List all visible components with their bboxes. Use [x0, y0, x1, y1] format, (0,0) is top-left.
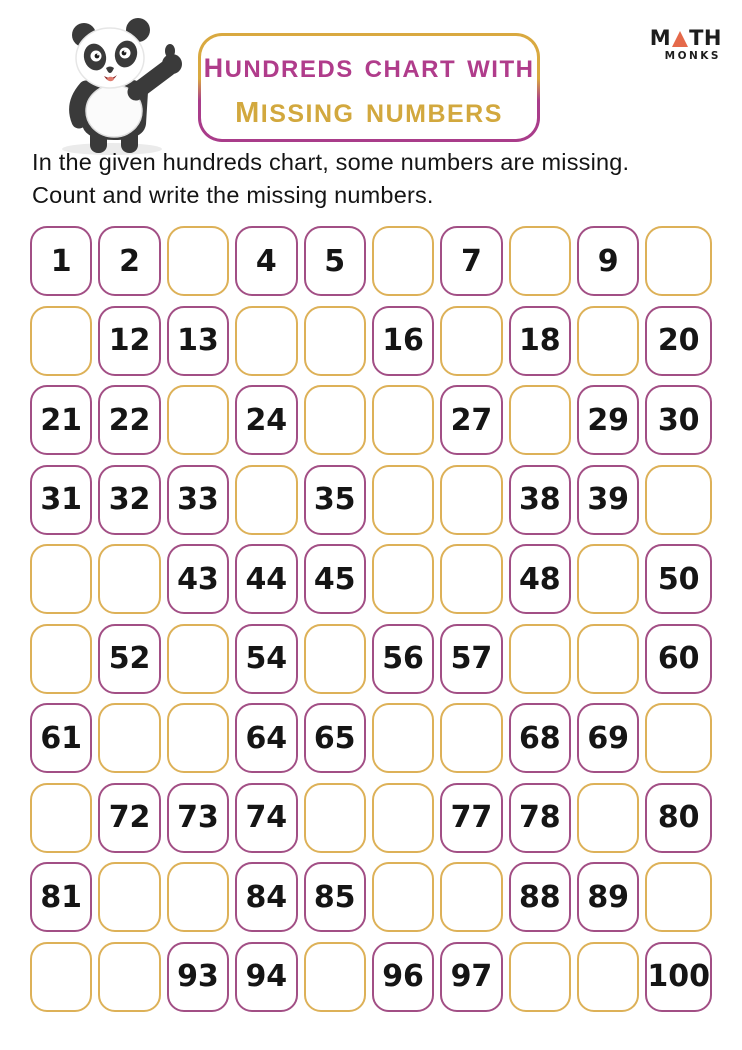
grid-cell-blank[interactable] — [372, 703, 434, 773]
instructions-text — [32, 146, 727, 211]
grid-cell-blank[interactable] — [304, 624, 366, 694]
grid-cell-blank[interactable] — [30, 942, 92, 1012]
grid-cell-filled: 96 — [372, 942, 434, 1012]
grid-cell-blank[interactable] — [372, 862, 434, 932]
grid-cell-filled: 2 — [98, 226, 160, 296]
grid-cell-blank[interactable] — [577, 624, 639, 694]
panda-icon — [38, 18, 190, 156]
grid-cell-blank[interactable] — [440, 544, 502, 614]
grid-cell-filled: 72 — [98, 783, 160, 853]
title-line-2: missing numbers — [235, 85, 503, 132]
grid-cell-filled: 60 — [645, 624, 712, 694]
grid-cell-filled: 77 — [440, 783, 502, 853]
grid-cell-filled: 13 — [167, 306, 229, 376]
grid-cell-filled: 85 — [304, 862, 366, 932]
grid-cell-blank[interactable] — [167, 385, 229, 455]
grid-cell-blank[interactable] — [30, 544, 92, 614]
grid-cell-blank[interactable] — [98, 703, 160, 773]
grid-cell-filled: 45 — [304, 544, 366, 614]
grid-cell-filled: 22 — [98, 385, 160, 455]
logo-letter-m: M — [649, 26, 672, 50]
grid-cell-blank[interactable] — [577, 306, 639, 376]
title-box-inner — [201, 36, 537, 139]
grid-cell-filled: 97 — [440, 942, 502, 1012]
title-box — [198, 33, 540, 142]
grid-cell-filled: 65 — [304, 703, 366, 773]
grid-cell-blank[interactable] — [98, 942, 160, 1012]
grid-cell-filled: 12 — [98, 306, 160, 376]
grid-cell-filled: 30 — [645, 385, 712, 455]
grid-cell-blank[interactable] — [304, 783, 366, 853]
grid-cell-filled: 100 — [645, 942, 712, 1012]
grid-cell-blank[interactable] — [30, 306, 92, 376]
logo-subtext: MONKS — [664, 50, 721, 62]
grid-cell-filled: 61 — [30, 703, 92, 773]
grid-cell-filled: 80 — [645, 783, 712, 853]
grid-cell-blank[interactable] — [372, 783, 434, 853]
grid-cell-filled: 31 — [30, 465, 92, 535]
grid-cell-blank[interactable] — [167, 703, 229, 773]
grid-cell-filled: 84 — [235, 862, 297, 932]
grid-cell-filled: 93 — [167, 942, 229, 1012]
grid-cell-filled: 29 — [577, 385, 639, 455]
grid-cell-blank[interactable] — [167, 624, 229, 694]
grid-cell-blank[interactable] — [509, 226, 571, 296]
grid-cell-filled: 21 — [30, 385, 92, 455]
grid-cell-filled: 35 — [304, 465, 366, 535]
grid-cell-blank[interactable] — [235, 306, 297, 376]
grid-cell-filled: 9 — [577, 226, 639, 296]
grid-cell-blank[interactable] — [645, 226, 712, 296]
grid-cell-filled: 48 — [509, 544, 571, 614]
grid-cell-blank[interactable] — [167, 862, 229, 932]
grid-cell-filled: 78 — [509, 783, 571, 853]
grid-cell-filled: 64 — [235, 703, 297, 773]
panda-mascot-illustration — [38, 18, 190, 156]
grid-cell-blank[interactable] — [372, 385, 434, 455]
logo-wordmark — [650, 26, 722, 50]
grid-cell-filled: 5 — [304, 226, 366, 296]
grid-cell-filled: 32 — [98, 465, 160, 535]
grid-cell-blank[interactable] — [167, 226, 229, 296]
grid-cell-filled: 24 — [235, 385, 297, 455]
grid-cell-filled: 68 — [509, 703, 571, 773]
grid-cell-blank[interactable] — [509, 942, 571, 1012]
grid-cell-blank[interactable] — [577, 783, 639, 853]
grid-cell-blank[interactable] — [440, 862, 502, 932]
math-monks-logo — [649, 26, 722, 62]
logo-letters-th: TH — [689, 26, 722, 50]
grid-cell-blank[interactable] — [98, 862, 160, 932]
grid-cell-filled: 4 — [235, 226, 297, 296]
grid-cell-blank[interactable] — [235, 465, 297, 535]
hundreds-grid — [30, 226, 712, 1012]
grid-cell-filled: 16 — [372, 306, 434, 376]
grid-cell-filled: 1 — [30, 226, 92, 296]
grid-cell-filled: 33 — [167, 465, 229, 535]
grid-cell-filled: 74 — [235, 783, 297, 853]
grid-cell-blank[interactable] — [304, 942, 366, 1012]
grid-cell-blank[interactable] — [304, 306, 366, 376]
instructions-line-2: Count and write the missing numbers. — [32, 181, 434, 208]
grid-cell-blank[interactable] — [30, 624, 92, 694]
grid-cell-blank[interactable] — [98, 544, 160, 614]
grid-cell-filled: 52 — [98, 624, 160, 694]
grid-cell-filled: 88 — [509, 862, 571, 932]
grid-cell-blank[interactable] — [577, 942, 639, 1012]
grid-cell-blank[interactable] — [645, 703, 712, 773]
grid-cell-filled: 27 — [440, 385, 502, 455]
grid-cell-filled: 57 — [440, 624, 502, 694]
grid-cell-filled: 81 — [30, 862, 92, 932]
grid-cell-filled: 7 — [440, 226, 502, 296]
grid-cell-filled: 69 — [577, 703, 639, 773]
grid-cell-filled: 18 — [509, 306, 571, 376]
grid-cell-filled: 73 — [167, 783, 229, 853]
grid-cell-blank[interactable] — [30, 783, 92, 853]
grid-cell-filled: 44 — [235, 544, 297, 614]
grid-cell-filled: 89 — [577, 862, 639, 932]
grid-cell-filled: 38 — [509, 465, 571, 535]
logo-triangle-icon — [672, 31, 688, 47]
grid-cell-blank[interactable] — [645, 465, 712, 535]
grid-cell-blank[interactable] — [440, 306, 502, 376]
grid-cell-blank[interactable] — [304, 385, 366, 455]
grid-cell-blank[interactable] — [440, 465, 502, 535]
grid-cell-blank[interactable] — [440, 703, 502, 773]
grid-cell-blank[interactable] — [372, 226, 434, 296]
grid-cell-filled: 39 — [577, 465, 639, 535]
instructions-line-1: In the given hundreds chart, some numbers are missing. — [32, 149, 630, 175]
grid-cell-blank[interactable] — [372, 544, 434, 614]
grid-cell-filled: 56 — [372, 624, 434, 694]
grid-cell-filled: 94 — [235, 942, 297, 1012]
grid-cell-filled: 20 — [645, 306, 712, 376]
grid-cell-filled: 54 — [235, 624, 297, 694]
grid-cell-blank[interactable] — [509, 624, 571, 694]
grid-cell-blank[interactable] — [577, 544, 639, 614]
title-line-1: hundreds chart with — [203, 43, 535, 87]
grid-cell-filled: 43 — [167, 544, 229, 614]
grid-cell-blank[interactable] — [372, 465, 434, 535]
grid-cell-blank[interactable] — [509, 385, 571, 455]
grid-cell-blank[interactable] — [645, 862, 712, 932]
grid-cell-filled: 50 — [645, 544, 712, 614]
